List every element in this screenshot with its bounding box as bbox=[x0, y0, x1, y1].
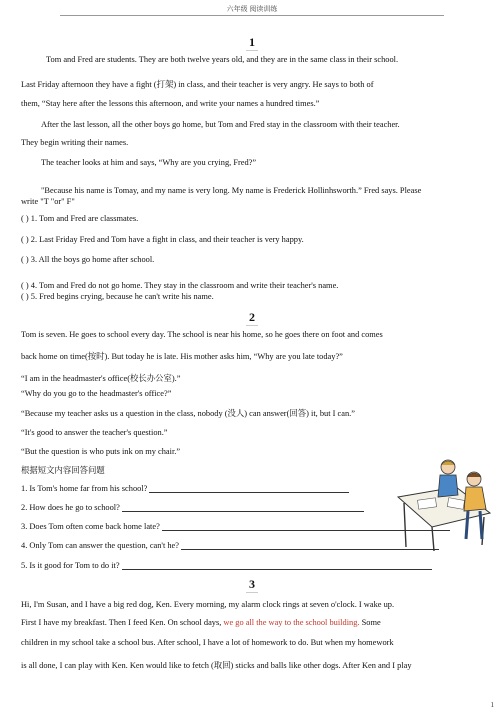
s1-text-line: them, “Stay here after the lessons this afternoon, and write your names a hundred times.” bbox=[21, 99, 320, 108]
students-at-desk-illustration bbox=[396, 455, 492, 553]
s1-text-line: write "T "or" F" bbox=[21, 197, 75, 206]
s3-text-part: First I have my breakfast. Then I feed Ken. On school days, bbox=[21, 618, 224, 627]
s1-question[interactable]: ( ) 5. Fred begins crying, because he can't write his name. bbox=[21, 292, 214, 301]
answer-line[interactable] bbox=[149, 484, 349, 493]
s2-question: 5. Is it good for Tom to do it? bbox=[21, 561, 120, 570]
s2-text-line: Tom is seven. He goes to school every day. The school is near his home, so he goes there on foot and comes bbox=[21, 330, 383, 339]
page-header: 六年级 阅读训练 bbox=[226, 5, 278, 13]
s2-question: 3. Does Tom often come back home late? bbox=[21, 522, 160, 531]
section-1-number: 1 bbox=[0, 35, 504, 51]
s1-question[interactable]: ( ) 2. Last Friday Fred and Tom have a fight in class, and their teacher is very happy. bbox=[21, 235, 304, 244]
answer-line[interactable] bbox=[122, 503, 364, 512]
s3-text-line: children in my school take a school bus. After school, I have a lot of homework to do. But when my homework bbox=[21, 638, 394, 647]
s2-text-line: back home on time(按时). But today he is late. His mother asks him, “Why are you late today?” bbox=[21, 352, 343, 361]
s1-text-line: Tom and Fred are students. They are both twelve years old, and they are in the same class in their school. bbox=[46, 55, 399, 64]
s1-text-line: The teacher looks at him and says, “Why are you crying, Fred?” bbox=[41, 158, 257, 167]
s3-text-line bbox=[21, 618, 500, 627]
s1-question[interactable]: ( ) 1. Tom and Fred are classmates. bbox=[21, 214, 139, 223]
s3-text-part: Some bbox=[359, 618, 381, 627]
s2-text-line: “It's good to answer the teacher's question.” bbox=[21, 428, 168, 437]
s1-question[interactable]: ( ) 3. All the boys go home after school. bbox=[21, 255, 155, 264]
s2-question: 2. How does he go to school? bbox=[21, 503, 120, 512]
s2-question-row bbox=[21, 561, 500, 570]
s2-text-line: “Why do you go to the headmaster's office?” bbox=[21, 389, 172, 398]
s3-text-line: Hi, I'm Susan, and I have a big red dog, Ken. Every morning, my alarm clock rings at seven o'clock. I wake up. bbox=[21, 600, 395, 609]
s2-question: 4. Only Tom can answer the question, can't he? bbox=[21, 541, 179, 550]
s2-instruction: 根据短文内容回答问题 bbox=[21, 466, 105, 475]
s1-question[interactable]: ( ) 4. Tom and Fred do not go home. They stay in the classroom and write their teacher's name. bbox=[21, 281, 339, 290]
s2-text-line: “Because my teacher asks us a question in the class, nobody (没人) can answer(回答) it, but I can.” bbox=[21, 409, 355, 418]
page-number: 1 bbox=[490, 701, 494, 709]
s2-text-line: “I am in the headmaster's office(校长办公室).” bbox=[21, 374, 181, 383]
s1-text-line: After the last lesson, all the other boys go home, but Tom and Fred stay in the classroom with their teacher. bbox=[41, 120, 400, 129]
section-3-number: 3 bbox=[0, 577, 504, 593]
s2-question: 1. Is Tom's home far from his school? bbox=[21, 484, 148, 493]
s1-text-line: They begin writing their names. bbox=[21, 138, 129, 147]
s2-text-line: “But the question is who puts ink on my chair.” bbox=[21, 447, 181, 456]
s1-text-line: Last Friday afternoon they have a fight (打架) in class, and their teacher is very angry. He says to both of bbox=[21, 80, 374, 89]
header-divider bbox=[60, 15, 444, 16]
answer-line[interactable] bbox=[122, 561, 432, 570]
section-2-number: 2 bbox=[0, 310, 504, 326]
s3-highlighted-text: we go all the way to the school building. bbox=[223, 618, 360, 627]
s1-text-line: "Because his name is Tomay, and my name is very long. My name is Frederick Hollinhsworth.” Fred says. Please bbox=[41, 186, 422, 195]
s3-text-line: is all done, I can play with Ken. Ken would like to fetch (取回) sticks and balls like other dogs. After Ken and I play bbox=[21, 661, 412, 670]
